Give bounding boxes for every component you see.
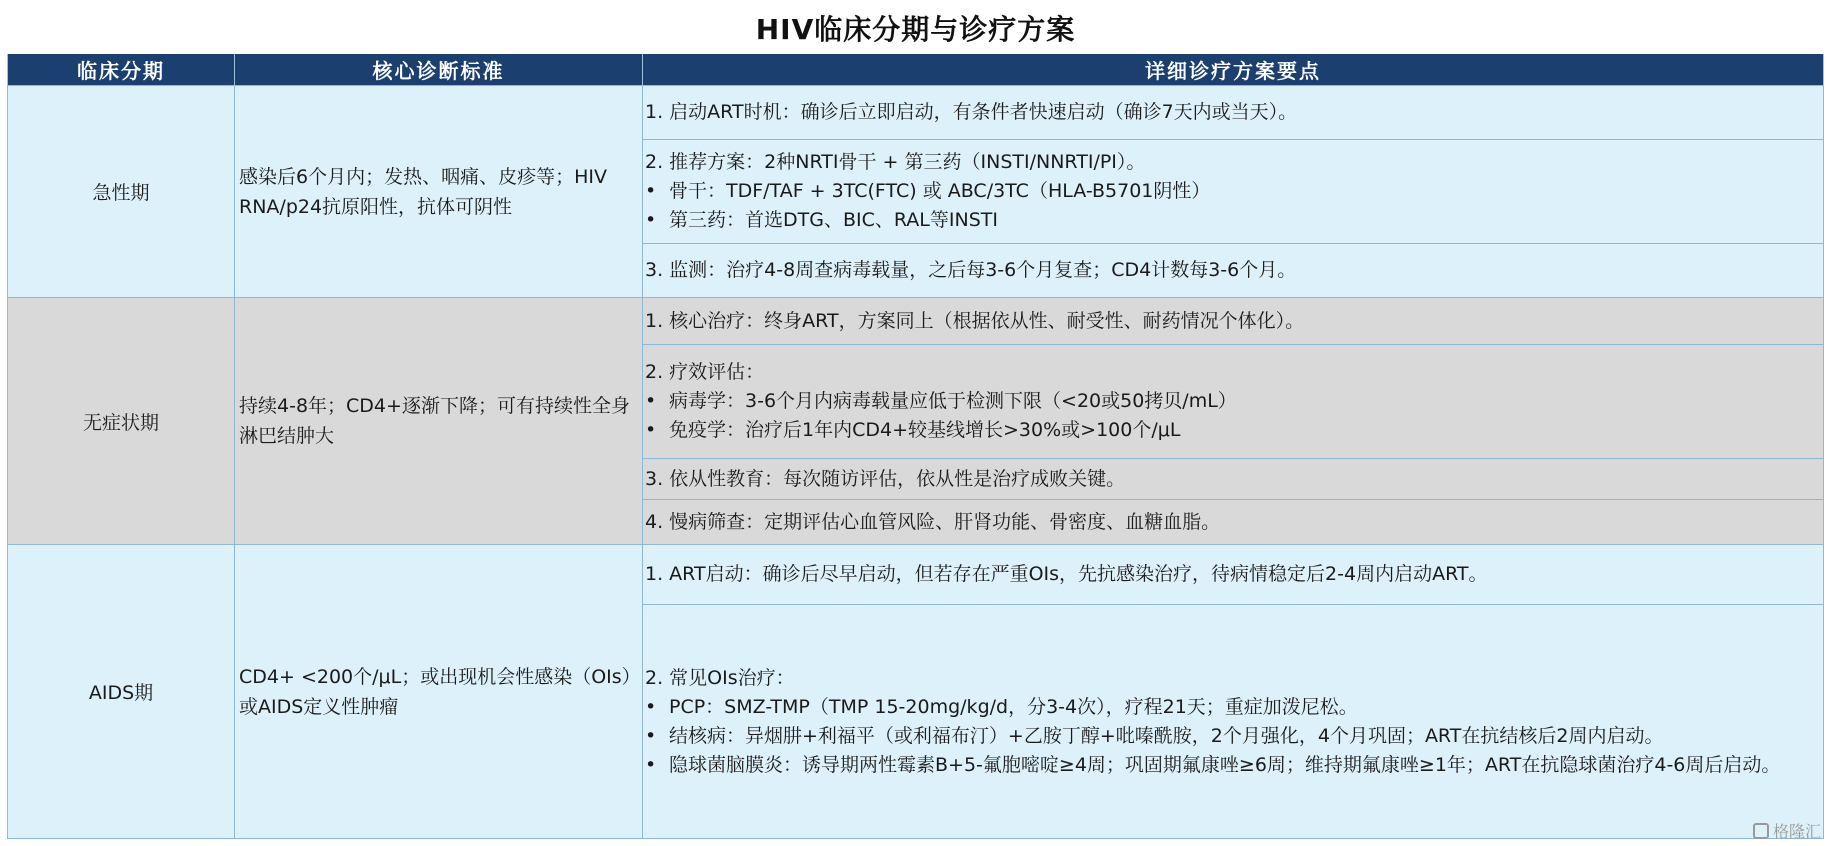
stage-plan (643, 298, 1824, 545)
list-item: • PCP：SMZ-TMP（TMP 15-20mg/kg/d，分3-4次），疗程21天；重症加泼尼松。 (645, 695, 1358, 718)
header-criteria: 核心诊断标准 (235, 54, 643, 86)
plan-block: 4. 慢病筛查：定期评估心血管风险、肝肾功能、骨密度、血糖血脂。 (645, 510, 1221, 533)
staging-table (7, 54, 1824, 839)
plan-block: 3. 监测：治疗4-8周查病毒载量，之后每3-6个月复查；CD4计数每3-6个月。 (645, 259, 1297, 281)
stage-criteria: 感染后6个月内；发热、咽痛、皮疹等；HIV RNA/p24抗原阳性，抗体可阴性 (235, 86, 643, 298)
plan-block: 2. 推荐方案：2种NRTI骨干 + 第三药（INSTI/NNRTI/PI）。 • 骨干：TDF/TAF + 3TC(FTC) 或 ABC/3TC（HLA-B5701阴性） • 第三药：首选DTG、BIC、RAL等INSTI (643, 140, 1823, 244)
stage-criteria: 持续4-8年；CD4+逐渐下降；可有持续性全身淋巴结肿大 (235, 298, 643, 545)
stage-name: 急性期 (8, 86, 235, 298)
plan-block: 1. 核心治疗：终身ART，方案同上（根据依从性、耐受性、耐药情况个体化）。 (643, 298, 1823, 345)
table-row-asymptomatic (8, 298, 1824, 545)
watermark-logo: 格隆汇 (1753, 819, 1821, 842)
list-item: • 第三药：首选DTG、BIC、RAL等INSTI (645, 209, 998, 231)
header-plan: 详细诊疗方案要点 (643, 54, 1824, 86)
list-item: • 骨干：TDF/TAF + 3TC(FTC) 或 ABC/3TC（HLA-B5701阴性） (645, 180, 1211, 202)
plan-block: 2. 疗效评估： • 病毒学：3-6个月内病毒载量应低于检测下限（<20或50拷贝/mL） • 免疫学：治疗后1年内CD4+较基线增长>30%或>100个/μL (643, 345, 1823, 459)
list-item: • 免疫学：治疗后1年内CD4+较基线增长>30%或>100个/μL (645, 419, 1181, 441)
plan-block: 3. 依从性教育：每次随访评估，依从性是治疗成败关键。 (643, 459, 1823, 500)
header-stage: 临床分期 (8, 54, 235, 86)
stage-criteria: CD4+ <200个/μL；或出现机会性感染（OIs）或AIDS定义性肿瘤 (235, 545, 643, 839)
plan-block: 2. 常见OIs治疗： • PCP：SMZ-TMP（TMP 15-20mg/kg/d，分3-4次），疗程21天；重症加泼尼松。 • 结核病：异烟肼+利福平（或利福布汀）+乙胺丁醇+吡嗪酰胺，2个月强化，4个月巩固；ART在抗结核后2周内启动。 • 隐球菌脑膜炎：诱导期两性霉素B+5-氟胞嘧啶≥4周；巩固期氟康唑≥6周；维持期氟康唑≥1年；ART在抗隐球菌治疗4-6周后启动。 (643, 605, 1823, 838)
stage-name: AIDS期 (8, 545, 235, 839)
plan-block: 1. ART启动：确诊后尽早启动，但若存在严重OIs，先抗感染治疗，待病情稳定后2-4周内启动ART。 (643, 545, 1823, 605)
page-title: HIV临床分期与诊疗方案 (755, 13, 1076, 46)
list-item: • 病毒学：3-6个月内病毒载量应低于检测下限（<20或50拷贝/mL） (645, 390, 1237, 412)
table-row-aids (8, 545, 1824, 839)
list-item: • 结核病：异烟肼+利福平（或利福布汀）+乙胺丁醇+吡嗪酰胺，2个月强化，4个月巩固；ART在抗结核后2周内启动。 (645, 724, 1664, 747)
stage-name: 无症状期 (8, 298, 235, 545)
logo-icon (1753, 823, 1769, 839)
plan-block: 1. 启动ART时机：确诊后立即启动，有条件者快速启动（确诊7天内或当天）。 (643, 86, 1823, 140)
stage-plan (643, 545, 1824, 839)
stage-plan (643, 86, 1824, 298)
table-header-row (8, 54, 1824, 86)
list-item: • 隐球菌脑膜炎：诱导期两性霉素B+5-氟胞嘧啶≥4周；巩固期氟康唑≥6周；维持期氟康唑≥1年；ART在抗隐球菌治疗4-6周后启动。 (645, 753, 1781, 776)
table-row-acute (8, 86, 1824, 298)
